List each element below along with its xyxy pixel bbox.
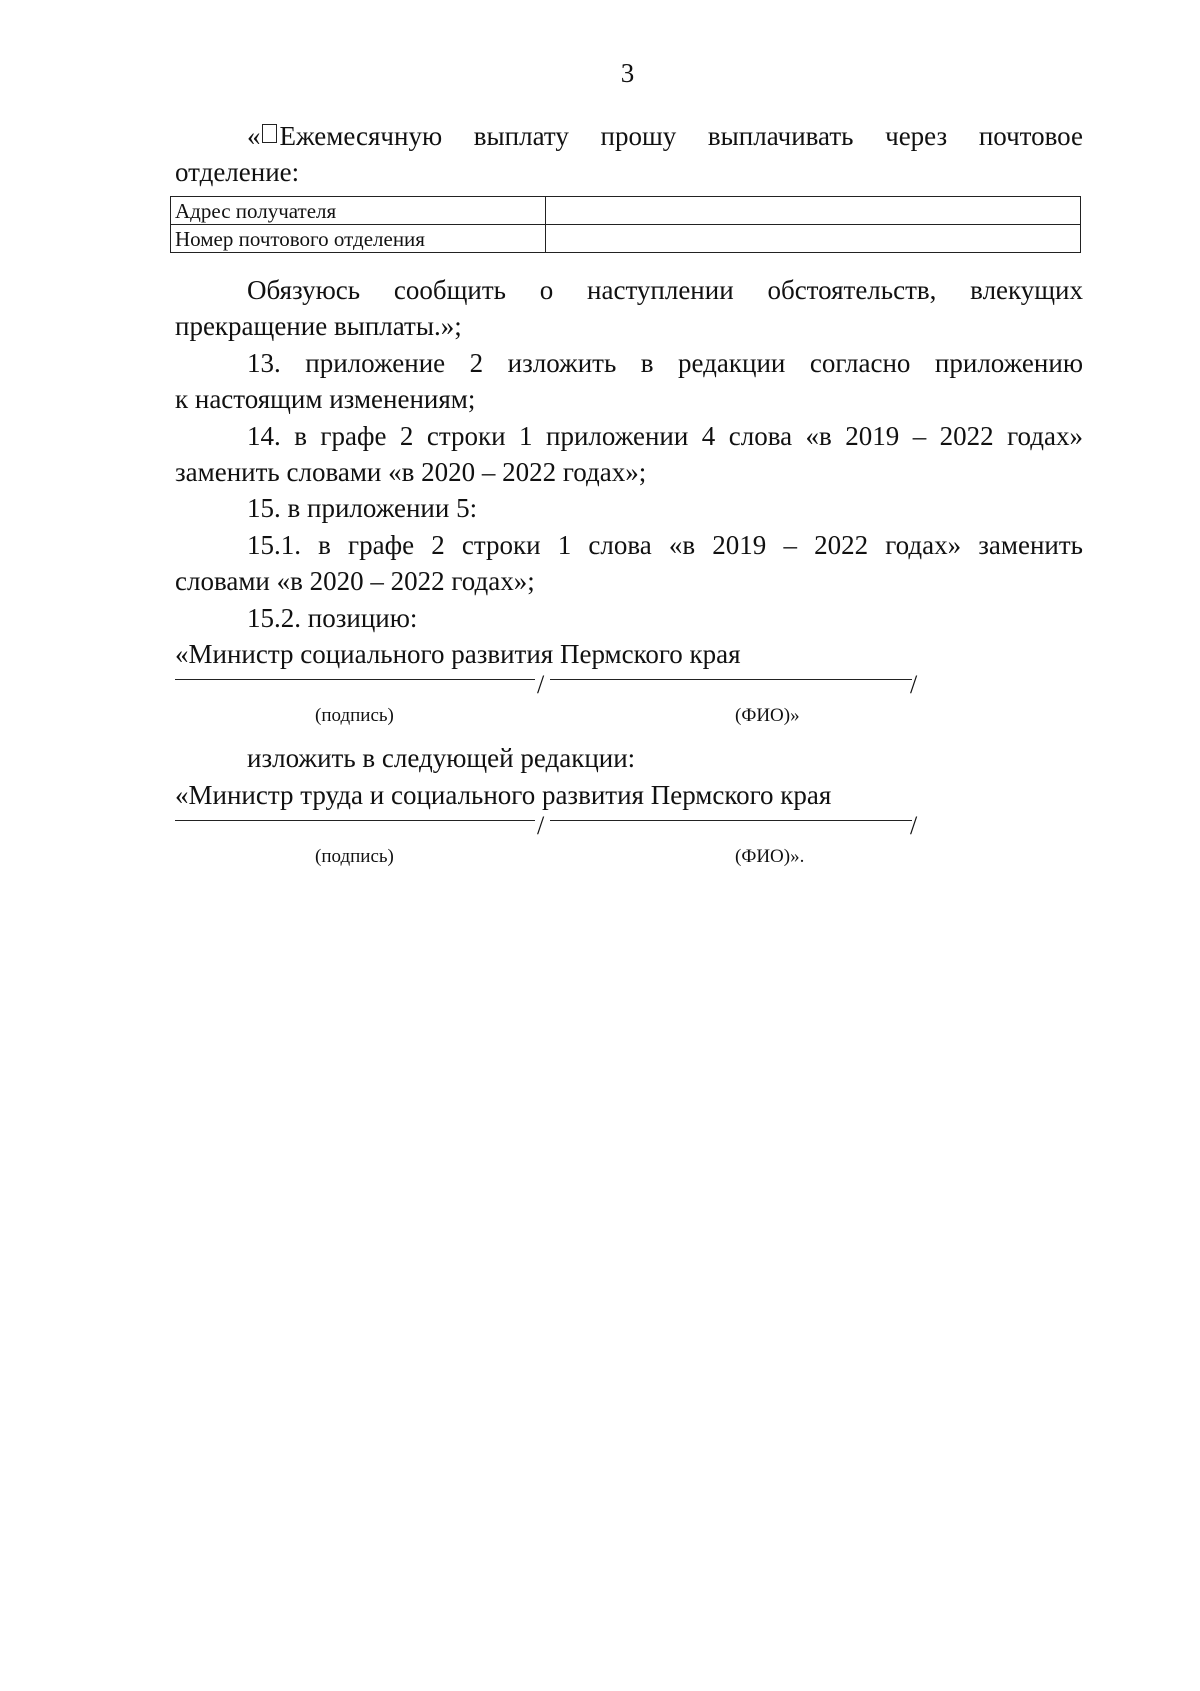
old-signature-line[interactable] bbox=[175, 679, 535, 680]
item-14-line-1: 14. в графе 2 строки 1 приложении 4 слова «в 2019 – 2022 годах» bbox=[247, 421, 1083, 451]
item-15: 15. в приложении 5: bbox=[247, 493, 478, 523]
new-slash-1: / bbox=[537, 811, 545, 840]
old-slash-1: / bbox=[537, 670, 545, 699]
intro-line bbox=[175, 118, 1083, 154]
old-fio-line[interactable] bbox=[550, 679, 912, 680]
table-row bbox=[171, 197, 1081, 225]
replace-instruction: изложить в следующей редакции: bbox=[247, 743, 636, 773]
item-15-1-line-1: 15.1. в графе 2 строки 1 слова «в 2019 – 2022 годах» заменить bbox=[247, 530, 1083, 560]
quote-open: « bbox=[247, 121, 261, 151]
new-slash-2: / bbox=[910, 811, 918, 840]
recipient-address-field[interactable] bbox=[546, 197, 1081, 225]
item-14-line-2: заменить словами «в 2020 – 2022 годах»; bbox=[175, 457, 647, 487]
table-row bbox=[171, 225, 1081, 253]
old-fio-caption: (ФИО)» bbox=[735, 705, 800, 726]
new-position-title: «Министр труда и социального развития Пермского края bbox=[175, 780, 832, 810]
item-13-line-2: к настоящим изменениям; bbox=[175, 384, 476, 414]
item-13-line-1: 13. приложение 2 изложить в редакции согласно приложению bbox=[247, 348, 1083, 378]
recipient-address-table bbox=[170, 196, 1081, 253]
post-office-number-field[interactable] bbox=[546, 225, 1081, 253]
new-signature-caption: (подпись) bbox=[315, 846, 394, 867]
new-signature-line[interactable] bbox=[175, 820, 535, 821]
item-15-1-line-2: словами «в 2020 – 2022 годах»; bbox=[175, 566, 535, 596]
obligation-line-1: Обязуюсь сообщить о наступлении обстоятельств, влекущих bbox=[247, 275, 1083, 305]
page-number: 3 bbox=[620, 58, 635, 88]
intro-text-continued: отделение: bbox=[175, 157, 300, 187]
new-fio-line[interactable] bbox=[550, 820, 912, 821]
old-slash-2: / bbox=[910, 670, 918, 699]
intro-text: Ежемесячную выплату прошу выплачивать через почтовое bbox=[279, 121, 1083, 151]
old-position-title: «Министр социального развития Пермского края bbox=[175, 639, 741, 669]
obligation-line-2: прекращение выплаты.»; bbox=[175, 311, 462, 341]
item-15-2: 15.2. позицию: bbox=[247, 603, 418, 633]
new-fio-caption: (ФИО)». bbox=[735, 846, 805, 867]
post-office-number-label: Номер почтового отделения bbox=[171, 225, 546, 253]
payment-method-checkbox[interactable] bbox=[262, 124, 277, 143]
old-signature-caption: (подпись) bbox=[315, 705, 394, 726]
recipient-address-label: Адрес получателя bbox=[171, 197, 546, 225]
